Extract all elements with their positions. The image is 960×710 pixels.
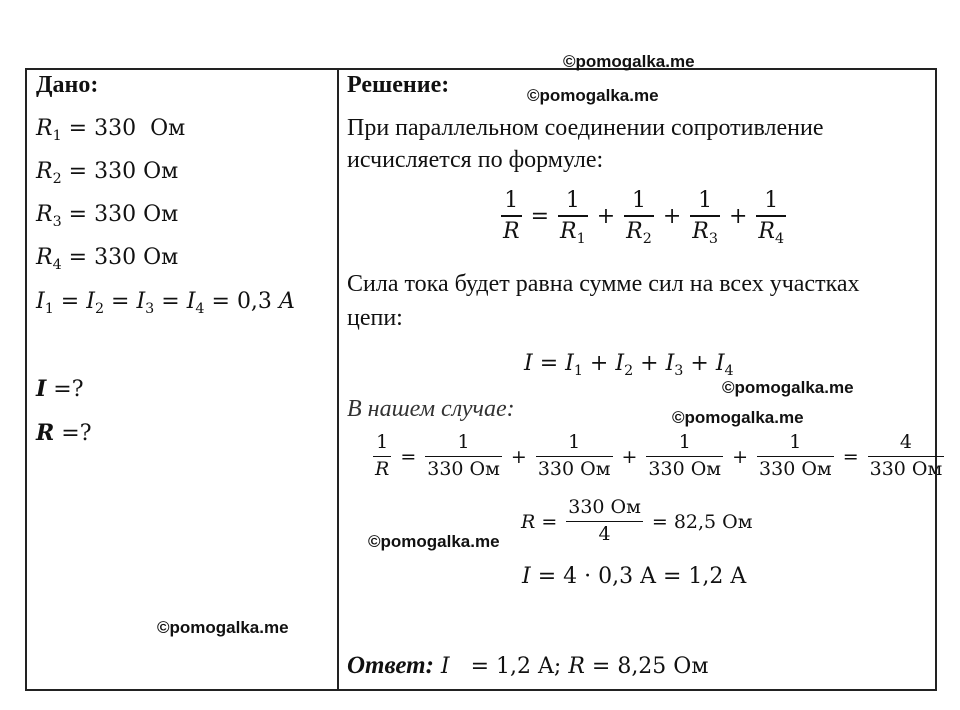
formula-current-sum: $I = I_1 + I_2 + I_3 + I_4$ [524,351,734,379]
given-heading: Дано: [36,72,99,98]
solution-text-2: исчисляется по формуле: [347,147,604,173]
watermark-5: ©pomogalka.me [368,532,500,551]
given-r3: $R_3 = 330$ Ом [36,202,179,230]
solution-text-1: При параллельном соединении сопротивление [347,115,824,141]
watermark-4: ©pomogalka.me [672,408,804,427]
formula-numeric: $\frac{1}{R}$ = $\frac{1}{330 Ом}$ + $\frac{1}{330 Ом}$ + $\frac{1}{330 Ом}$ + $\frac{1}{330 Ом}$ = $\frac{4}{330 Ом}$ [375,431,943,481]
case-label: В нашем случае: [347,396,515,422]
formula-i-result: I = 4 · 0,3 A = 1,2 A [522,564,747,589]
given-r2: $R_2 = 330$ Ом [36,159,179,187]
watermark-3: ©pomogalka.me [722,378,854,397]
watermark-1: ©pomogalka.me [563,52,695,71]
given-r4: $R_4 = 330$ Ом [36,245,179,273]
column-divider [337,68,339,691]
solution-text-4: цепи: [347,305,403,331]
formula-parallel: $\frac{1}{R}$ = $\frac{1}{R_1}$ + $\frac{1}{R_2}$ + $\frac{1}{R_3}$ + $\frac{1}{R_4}$ [503,188,785,247]
watermark-6: ©pomogalka.me [157,618,289,637]
watermark-2: ©pomogalka.me [527,86,659,105]
find-r: R =? [36,420,92,446]
given-r1: $R_1 = 330$ Ом [36,116,186,144]
find-i: I =? [36,376,84,402]
given-currents: $I_1 = I_2 = I_3 = I_4 = 0,3$ A [36,289,295,317]
solution-text-3: Сила тока будет равна сумме сил на всех участках [347,271,860,297]
formula-r-result: R = $\frac{330 Ом}{4}$ = 82,5 Ом [521,496,753,546]
solution-heading: Решение: [347,72,450,98]
answer-line: Ответ: I = 1,2 A; R = 8,25 Ом [347,652,709,679]
